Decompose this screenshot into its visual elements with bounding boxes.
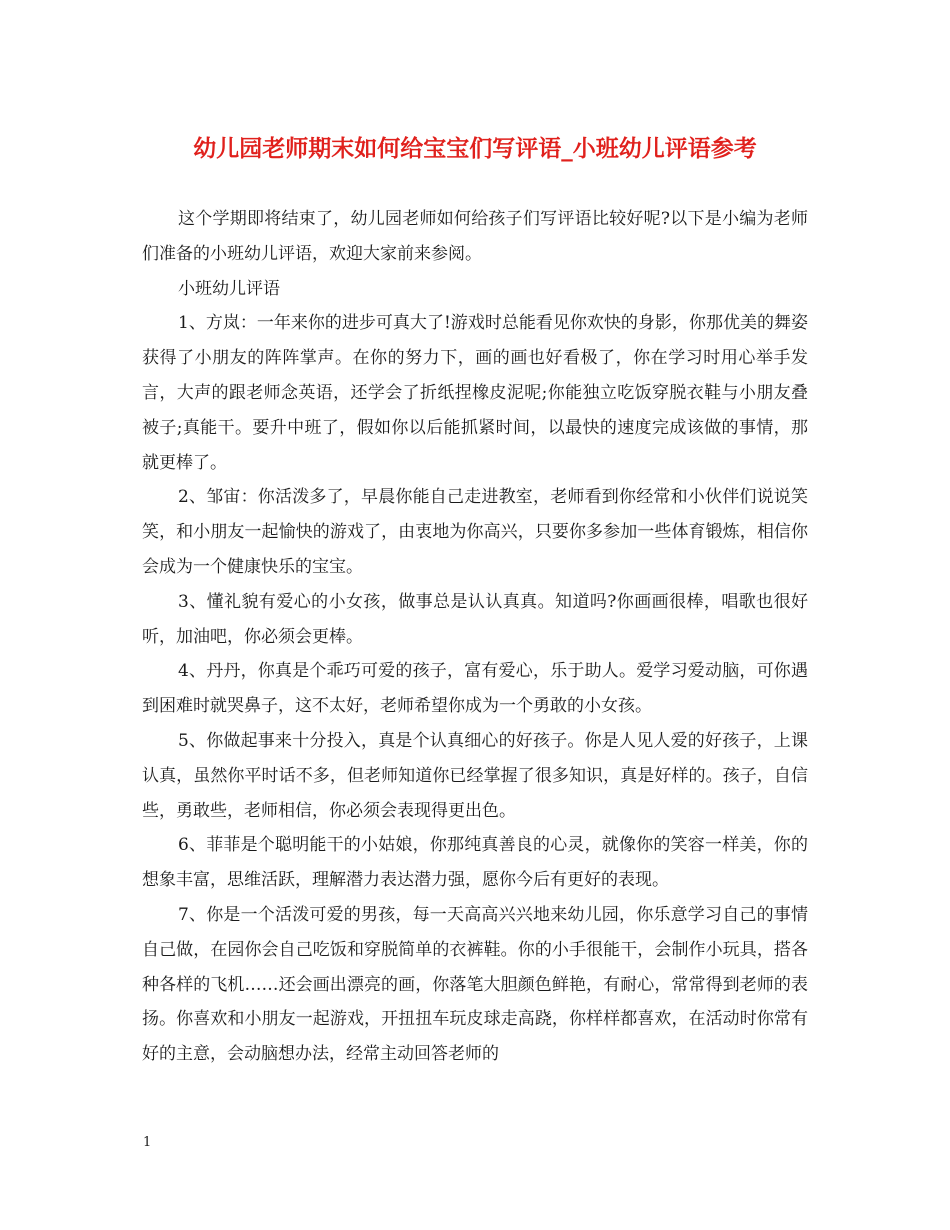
comment-paragraph-4: 4、丹丹，你真是个乖巧可爱的孩子，富有爱心，乐于助人。爱学习爱动脑，可你遇到困难时就哭鼻子，这不太好，老师希望你成为一个勇敢的小女孩。 — [142, 661, 808, 717]
section-heading: 小班幼儿评语 — [178, 278, 280, 299]
comment-paragraph-1: 1、方岚：一年来你的进步可真大了!游戏时总能看见你欢快的身影，你那优美的舞姿获得了小朋友的阵阵掌声。在你的努力下，画的画也好看极了，你在学习时用心举手发言，大声的跟老师念英语，还学会了折纸捏橡皮泥呢;你能独立吃饭穿脱衣鞋与小朋友叠被子;真能干。要升中班了，假如你以后能抓紧时间，以最快的速度完成该做的事情，那就更棒了。 — [142, 313, 808, 473]
document-title: 幼儿园老师期末如何给宝宝们写评语_小班幼儿评语参考 — [193, 135, 757, 162]
document-body — [142, 202, 808, 1072]
comment-paragraph-5: 5、你做起事来十分投入，真是个认真细心的好孩子。你是人见人爱的好孩子，上课认真，虽然你平时话不多，但老师知道你已经掌握了很多知识，真是好样的。孩子，自信些，勇敢些，老师相信，你必须会表现得更出色。 — [142, 730, 808, 821]
page-number: 1 — [143, 1135, 152, 1150]
comment-paragraph-7: 7、你是一个活泼可爱的男孩，每一天高高兴兴地来幼儿园，你乐意学习自己的事情自己做，在园你会自己吃饭和穿脱简单的衣裤鞋。你的小手很能干，会制作小玩具，搭各种各样的飞机……还会画出漂亮的画，你落笔大胆颜色鲜艳，有耐心，常常得到老师的表扬。你喜欢和小朋友一起游戏，开扭扭车玩皮球走高跷，你样样都喜欢，在活动时你常有好的主意，会动脑想办法，经常主动回答老师的 — [142, 904, 808, 1065]
comment-paragraph-3: 3、懂礼貌有爱心的小女孩，做事总是认认真真。知道吗?你画画很棒，唱歌也很好听，加油吧，你必须会更棒。 — [142, 591, 808, 647]
intro-paragraph: 这个学期即将结束了，幼儿园老师如何给孩子们写评语比较好呢?以下是小编为老师们准备的小班幼儿评语，欢迎大家前来参阅。 — [142, 209, 808, 264]
comment-paragraph-6: 6、菲菲是个聪明能干的小姑娘，你那纯真善良的心灵，就像你的笑容一样美，你的想象丰富，思维活跃，理解潜力表达潜力强，愿你今后有更好的表现。 — [142, 835, 808, 891]
comment-paragraph-2: 2、邹宙：你活泼多了，早晨你能自己走进教室，老师看到你经常和小伙伴们说说笑笑，和小朋友一起愉快的游戏了，由衷地为你高兴，只要你多参加一些体育锻炼，相信你会成为一个健康快乐的宝宝。 — [142, 487, 808, 577]
